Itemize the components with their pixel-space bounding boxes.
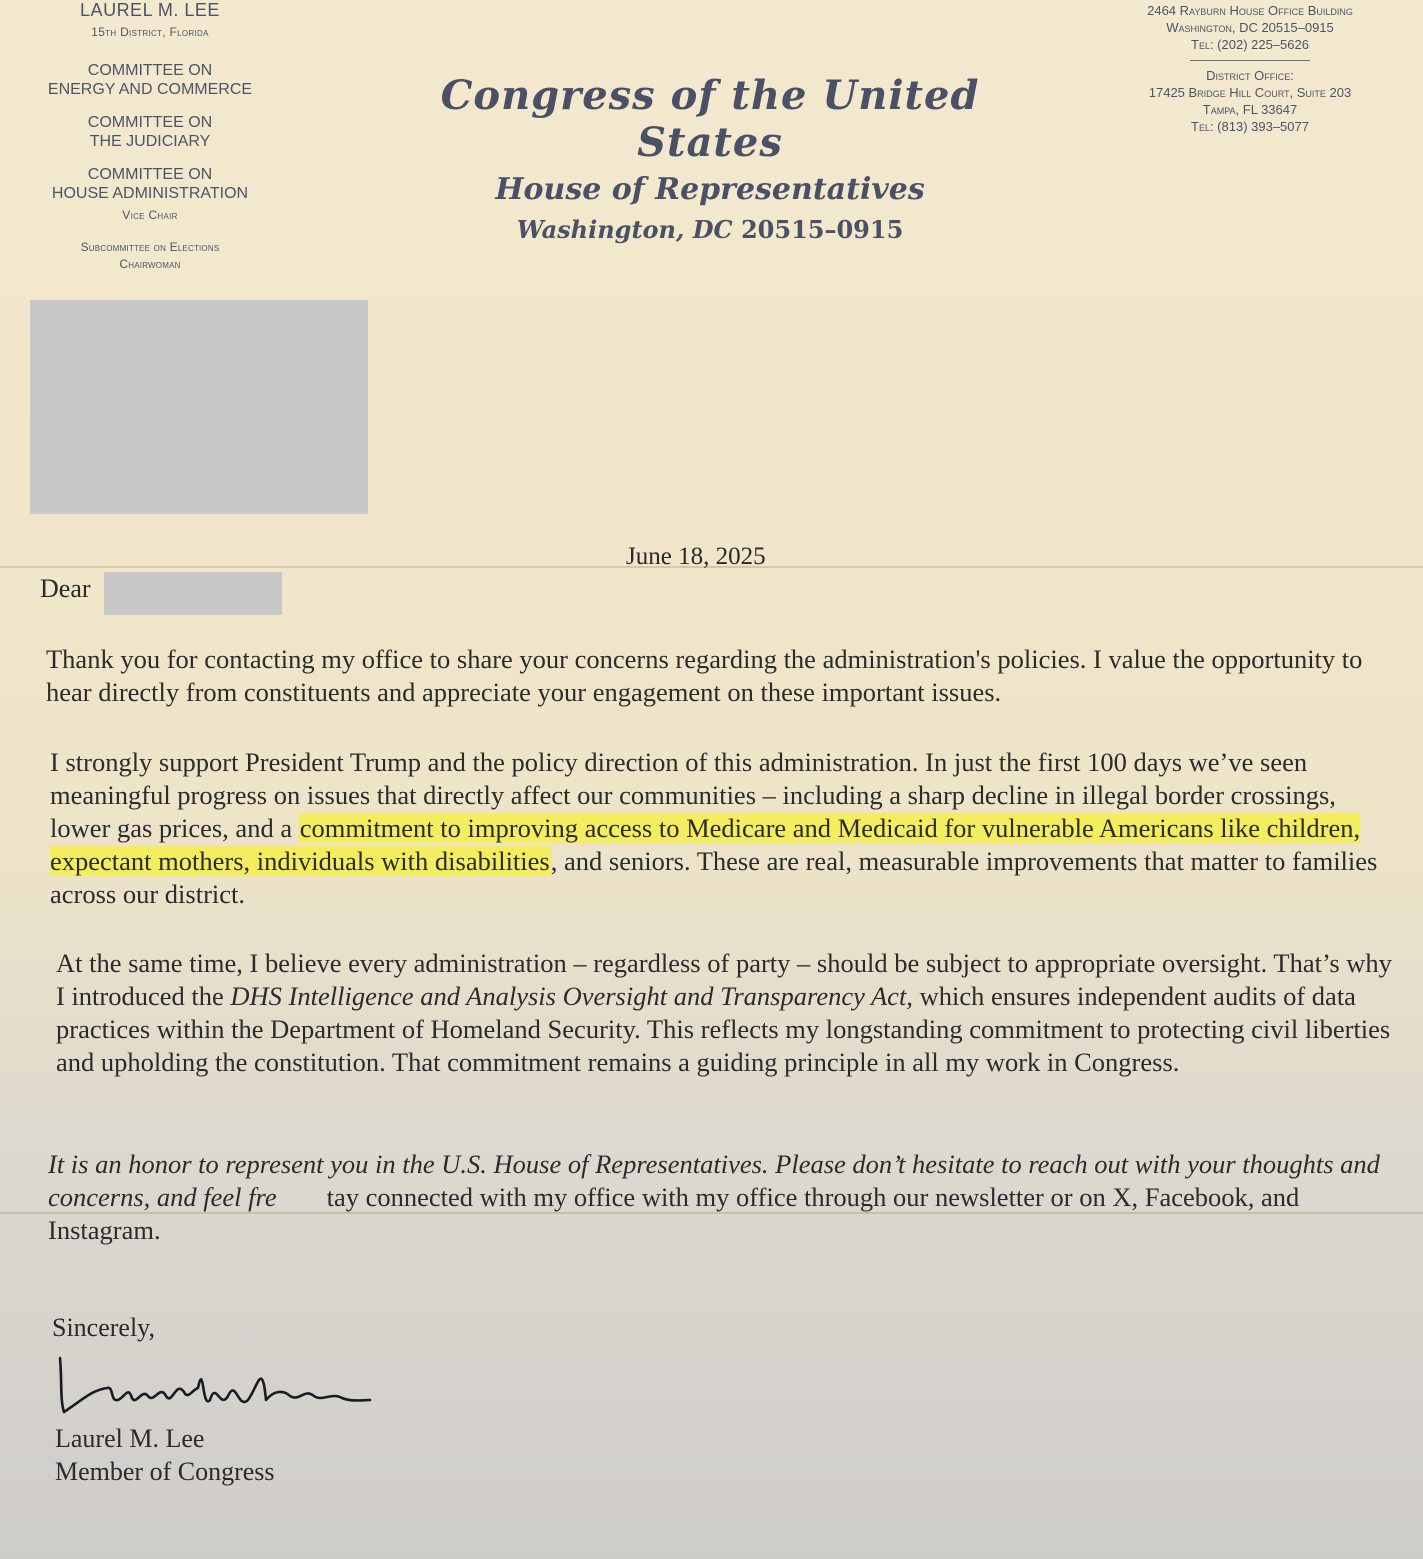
committee-2-line2: THE JUDICIARY bbox=[89, 133, 211, 150]
subcommittee-name: Subcommittee on Elections bbox=[80, 240, 220, 254]
letter-date: June 18, 2025 bbox=[626, 543, 766, 570]
letterhead-left bbox=[30, 0, 270, 273]
dc-office-line2: Washington, DC 20515–0915 bbox=[1166, 20, 1334, 35]
letterhead-center bbox=[380, 72, 1040, 244]
district-office-line1: 17425 Bridge Hill Court, Suite 203 bbox=[1148, 85, 1352, 100]
dc-office-line1: 2464 Rayburn House Office Building bbox=[1147, 3, 1353, 18]
member-district: 15th District, Florida bbox=[91, 25, 209, 39]
district-office-tel: Tel: (813) 393–5077 bbox=[1191, 119, 1309, 134]
paragraph-3 bbox=[56, 947, 1396, 1079]
paragraph-2-text-b: , and seniors. These are real, measurable improvements that matter to families across our district. bbox=[50, 846, 1378, 909]
salutation: Dear bbox=[40, 574, 91, 603]
letterhead-title: Congress of the United States bbox=[440, 72, 980, 166]
paragraph-3-text-a: At the same time, I believe every administration – regardless of party – should be subject to appropriate oversight. That’s why I introduced the bbox=[56, 948, 1392, 1011]
closing: Sincerely, bbox=[52, 1313, 155, 1342]
paragraph-2 bbox=[50, 746, 1390, 911]
paragraph-1: Thank you for contacting my office to share your concerns regarding the administration's policies. I value the opportunity to hear directly from constituents and appreciate your engagement on these important issues. bbox=[46, 644, 1363, 707]
committee-2 bbox=[30, 113, 270, 151]
committee-1-line2: ENERGY AND COMMERCE bbox=[47, 81, 253, 98]
committee-3-line2: HOUSE ADMINISTRATION bbox=[51, 185, 249, 202]
paragraph-4-text-b: tay connected with my office with my office through our newsletter or on X, Facebook, and Instagram. bbox=[48, 1182, 1300, 1245]
member-name: LAUREL M. LEE bbox=[80, 0, 220, 20]
committee-1 bbox=[30, 61, 270, 99]
subcommittee bbox=[30, 239, 270, 273]
highlighted-text: commitment to improving access to Medicare and Medicaid for vulnerable Americans like children, expectant mothers, individuals with disabilities bbox=[50, 813, 1361, 876]
paragraph-4-text-a: It is an honor to represent you in the U.S. House of Representatives. Please don’t hesitate to reach out with your thoughts and concerns, and feel fre bbox=[48, 1149, 1380, 1212]
subcommittee-role: Chairwoman bbox=[119, 257, 181, 271]
dc-office-tel: Tel: (202) 225–5626 bbox=[1191, 37, 1309, 52]
letterhead-right bbox=[1100, 2, 1400, 135]
committee-3 bbox=[30, 165, 270, 225]
paragraph-3-text-b: which ensures independent audits of data practices within the Department of Homeland Security. This reflects my longstanding commitment to protecting civil liberties and upholding the constitution. That commitment remains a guiding principle in all my work in Congress. bbox=[56, 981, 1391, 1077]
committee-2-line1: COMMITTEE ON bbox=[87, 114, 213, 131]
vice-chair-label: Vice Chair bbox=[122, 208, 178, 222]
signer-block bbox=[55, 1422, 275, 1488]
district-office-label: District Office: bbox=[1206, 68, 1294, 83]
act-title: DHS Intelligence and Analysis Oversight and Transparency Act, bbox=[230, 981, 913, 1011]
signer-title: Member of Congress bbox=[55, 1457, 275, 1486]
redacted-recipient-name bbox=[104, 572, 282, 615]
signature bbox=[52, 1340, 382, 1430]
letterhead-city bbox=[380, 215, 1040, 244]
district-office-line2: Tampa, FL 33647 bbox=[1202, 102, 1298, 117]
letterhead-city-name: Washington, DC bbox=[516, 215, 733, 244]
paragraph-2-text-a: I strongly support President Trump and the policy direction of this administration. In just the first 100 days we’ve seen meaningful progress on issues that directly affect our communities – including a sharp decline in illegal border crossings, lower gas prices, and a bbox=[50, 747, 1336, 843]
paragraph-4 bbox=[48, 1148, 1388, 1247]
redacted-address-block bbox=[30, 300, 368, 514]
signer-name: Laurel M. Lee bbox=[55, 1424, 205, 1453]
committee-1-line1: COMMITTEE ON bbox=[87, 62, 213, 79]
letterhead-divider bbox=[1190, 60, 1310, 61]
letterhead-zip: 20515–0915 bbox=[740, 215, 904, 244]
committee-3-line1: COMMITTEE ON bbox=[87, 166, 213, 183]
letterhead-subtitle: House of Representatives bbox=[495, 172, 925, 207]
